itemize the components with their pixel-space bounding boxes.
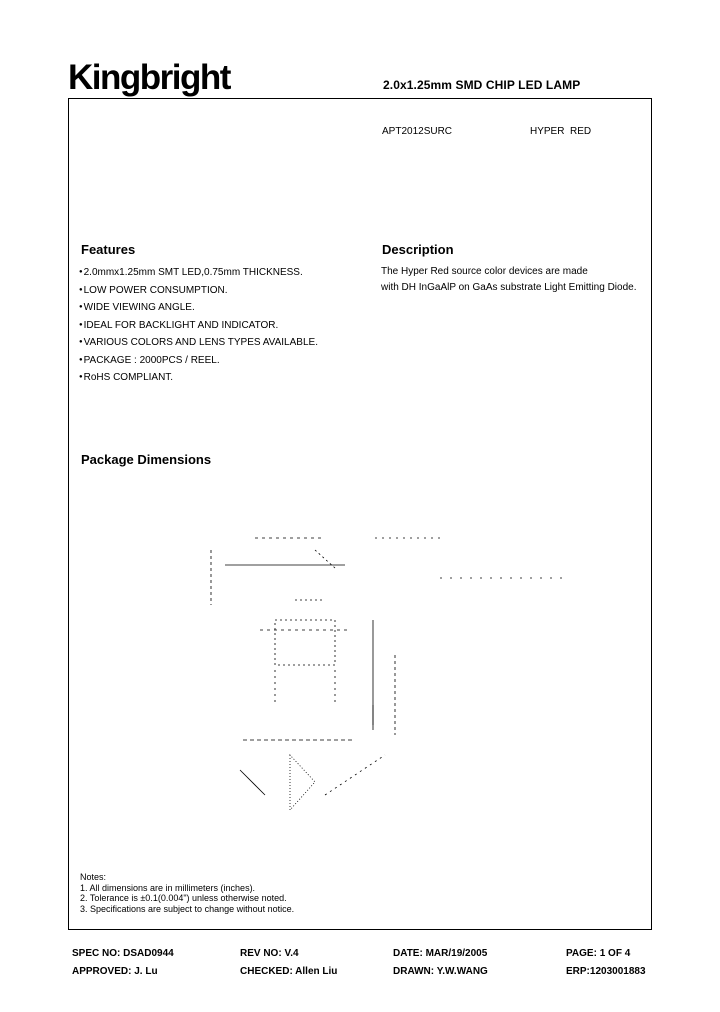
feature-item: ● 2.0mmx1.25mm SMT LED,0.75mm THICKNESS.	[79, 264, 318, 282]
package-dimensions-drawing	[195, 520, 595, 810]
note-item: 1. All dimensions are in millimeters (inches).	[80, 882, 256, 893]
spec-number: SPEC NO: DSAD0944	[72, 948, 174, 959]
brand-logo: Kingbright	[68, 58, 230, 97]
checked-by: CHECKED: Allen Liu	[240, 966, 338, 977]
feature-item: ● RoHS COMPLIANT.	[79, 369, 318, 387]
page-number: PAGE: 1 OF 4	[566, 948, 631, 959]
feature-item: ● IDEAL FOR BACKLIGHT AND INDICATOR.	[79, 317, 318, 335]
part-number: APT2012SURC	[382, 126, 453, 137]
package-dimensions-heading: Package Dimensions	[81, 452, 212, 467]
date: DATE: MAR/19/2005	[393, 948, 488, 959]
feature-item: ● WIDE VIEWING ANGLE.	[79, 299, 318, 317]
description-text	[381, 264, 641, 296]
description-line: with DH InGaAlP on GaAs substrate Light Emitting Diode.	[381, 282, 637, 293]
description-heading: Description	[382, 242, 454, 257]
note-item: 2. Tolerance is ±0.1(0.004") unless otherwise noted.	[80, 893, 287, 903]
feature-item: ● PACKAGE : 2000PCS / REEL.	[79, 352, 318, 370]
notes-title: Notes:	[80, 872, 107, 882]
features-list	[79, 264, 318, 387]
approved-by: APPROVED: J. Lu	[72, 966, 158, 977]
color-name: HYPER RED	[530, 126, 592, 137]
erp-number: ERP:1203001883	[566, 966, 646, 977]
description-line: The Hyper Red source color devices are made	[381, 266, 588, 277]
notes-block	[80, 872, 294, 914]
revision-number: REV NO: V.4	[240, 948, 299, 959]
drawn-by: DRAWN: Y.W.WANG	[393, 966, 488, 977]
features-heading: Features	[81, 242, 136, 257]
feature-item: ● VARIOUS COLORS AND LENS TYPES AVAILABLE.	[79, 334, 318, 352]
document-title: 2.0x1.25mm SMD CHIP LED LAMP	[383, 78, 581, 92]
feature-item: ● LOW POWER CONSUMPTION.	[79, 282, 318, 300]
note-item: 3. Specifications are subject to change without notice.	[80, 903, 295, 914]
